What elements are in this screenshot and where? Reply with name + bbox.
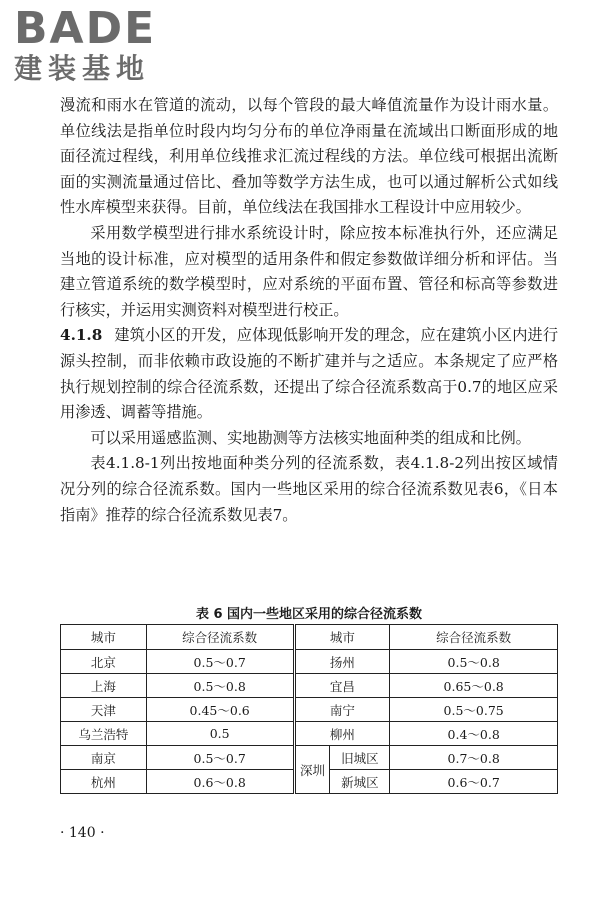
city-cell-shenzhen: 深圳 xyxy=(294,746,330,794)
table-title: 表 6 国内一些地区采用的综合径流系数 xyxy=(195,607,423,622)
district-cell-new: 新城区 xyxy=(330,770,390,794)
table-row xyxy=(61,674,558,698)
city-cell: 扬州 xyxy=(294,650,390,674)
city-cell: 杭州 xyxy=(61,770,147,794)
city-cell: 天津 xyxy=(61,698,147,722)
city-cell: 上海 xyxy=(61,674,147,698)
city-cell: 柳州 xyxy=(294,722,390,746)
coef-cell: 0.5～0.7 xyxy=(146,650,294,674)
paragraph-table-reference: 表4.1.8-1列出按地面种类分列的径流系数，表4.1.8-2列出按区域情况分列的综合径流系数。国内一些地区采用的综合径流系数见表6，《日本指南》推荐的综合径流系数见表7。 xyxy=(60,454,558,524)
coef-cell: 0.4～0.8 xyxy=(390,722,558,746)
header-coef-right: 综合径流系数 xyxy=(390,625,558,650)
city-cell: 南京 xyxy=(61,746,147,770)
table-row xyxy=(61,698,558,722)
brand-logo xyxy=(14,3,184,86)
city-cell: 北京 xyxy=(61,650,147,674)
body-text xyxy=(60,93,558,528)
paragraph-remote-sensing: 可以采用遥感监测、实地勘测等方法核实地面种类的组成和比例。 xyxy=(90,428,531,447)
table-row xyxy=(61,650,558,674)
table-row xyxy=(61,722,558,746)
coef-cell: 0.5～0.7 xyxy=(146,746,294,770)
coef-cell: 0.65～0.8 xyxy=(390,674,558,698)
coef-cell: 0.45～0.6 xyxy=(146,698,294,722)
coef-cell: 0.5～0.8 xyxy=(390,650,558,674)
paragraph-mathematical-model: 采用数学模型进行排水系统设计时，除应按本标准执行外，还应满足当地的设计标准，应对模型的适用条件和假定参数做详细分析和评估。当建立管道系统的数学模型时，应对系统的平面布置、管径和标高等参数进行核实，并运用实测资料对模型进行校正。 xyxy=(60,223,558,319)
runoff-coefficient-table xyxy=(60,624,558,794)
page-number: · 140 · xyxy=(60,825,105,841)
coef-cell: 0.5～0.75 xyxy=(390,698,558,722)
coef-cell: 0.6～0.8 xyxy=(146,770,294,794)
coef-cell: 0.5 xyxy=(146,722,294,746)
city-cell: 乌兰浩特 xyxy=(61,722,147,746)
table-row xyxy=(61,746,558,770)
paragraph-clause-4-1-8 xyxy=(60,323,558,425)
clause-text: 建筑小区的开发，应体现低影响开发的理念，应在建筑小区内进行源头控制，而非依赖市政设施的不断扩建并与之适应。本条规定了应严格执行规划控制的综合径流系数，还提出了综合径流系数高于0.7的地区应采用渗透、调蓄等措施。 xyxy=(60,326,558,422)
coef-cell: 0.6～0.7 xyxy=(390,770,558,794)
city-cell: 宜昌 xyxy=(294,674,390,698)
city-cell: 南宁 xyxy=(294,698,390,722)
header-coef-left: 综合径流系数 xyxy=(146,625,294,650)
coef-cell: 0.5～0.8 xyxy=(146,674,294,698)
header-city-right: 城市 xyxy=(294,625,390,650)
logo-text-en: BADE xyxy=(14,3,157,54)
paragraph-unit-line-method: 漫流和雨水在管道的流动，以每个管段的最大峰值流量作为设计雨水量。单位线法是指单位时段内均匀分布的单位净雨量在流域出口断面形成的地面径流过程线，利用单位线推求汇流过程线的方法。单位线可根据出流断面的实测流量通过倍比、叠加等数学方法生成，也可以通过解析公式如线性水库模型来获得。目前，单位线法在我国排水工程设计中应用较少。 xyxy=(60,96,558,217)
logo-text-cn: 建装基地 xyxy=(14,52,151,85)
district-cell-old: 旧城区 xyxy=(330,746,390,770)
clause-number: 4.1.8 xyxy=(60,326,103,345)
table-header-row xyxy=(61,625,558,650)
coef-cell: 0.7～0.8 xyxy=(390,746,558,770)
header-city-left: 城市 xyxy=(61,625,147,650)
